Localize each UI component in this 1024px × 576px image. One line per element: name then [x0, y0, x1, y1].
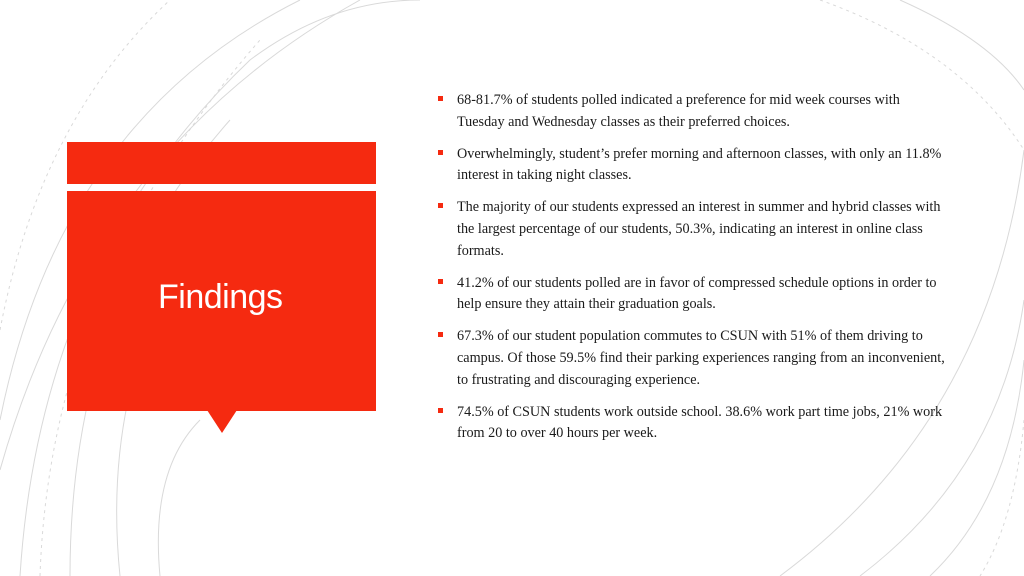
bullet-square-icon	[438, 96, 443, 101]
bullet-square-icon	[438, 332, 443, 337]
list-item	[437, 326, 947, 391]
bullet-square-icon	[438, 203, 443, 208]
list-item-text: The majority of our students expressed an interest in summer and hybrid classes with the largest percentage of our students, 50.3%, indicating an interest in online class formats.	[457, 199, 941, 259]
list-item-text: Overwhelmingly, student’s prefer morning and afternoon classes, with only an 11.8% interest in taking night classes.	[457, 145, 942, 184]
list-item-text: 67.3% of our student population commutes to CSUN with 51% of them driving to campus. Of those 59.5% find their parking experiences ranging from an inconvenient, to frustrating and discouraging experience.	[457, 328, 945, 388]
accent-bar	[67, 142, 376, 184]
list-item	[437, 197, 947, 262]
bullet-square-icon	[438, 150, 443, 155]
title-box-pointer	[207, 410, 237, 433]
list-item-text: 74.5% of CSUN students work outside school. 38.6% work part time jobs, 21% work from 20 to over 40 hours per week.	[457, 403, 943, 442]
findings-list	[437, 90, 947, 455]
slide-title: Findings	[158, 278, 283, 316]
list-item-text: 68-81.7% of students polled indicated a preference for mid week courses with Tuesday and Wednesday classes as their preferred choices.	[457, 92, 900, 130]
bullet-square-icon	[438, 279, 443, 284]
list-item	[437, 144, 947, 187]
bullet-square-icon	[438, 408, 443, 413]
list-item	[437, 90, 947, 133]
list-item	[437, 402, 947, 445]
list-item-text: 41.2% of our students polled are in favor of compressed schedule options in order to help ensure they attain their graduation goals.	[457, 274, 937, 313]
list-item	[437, 273, 947, 316]
